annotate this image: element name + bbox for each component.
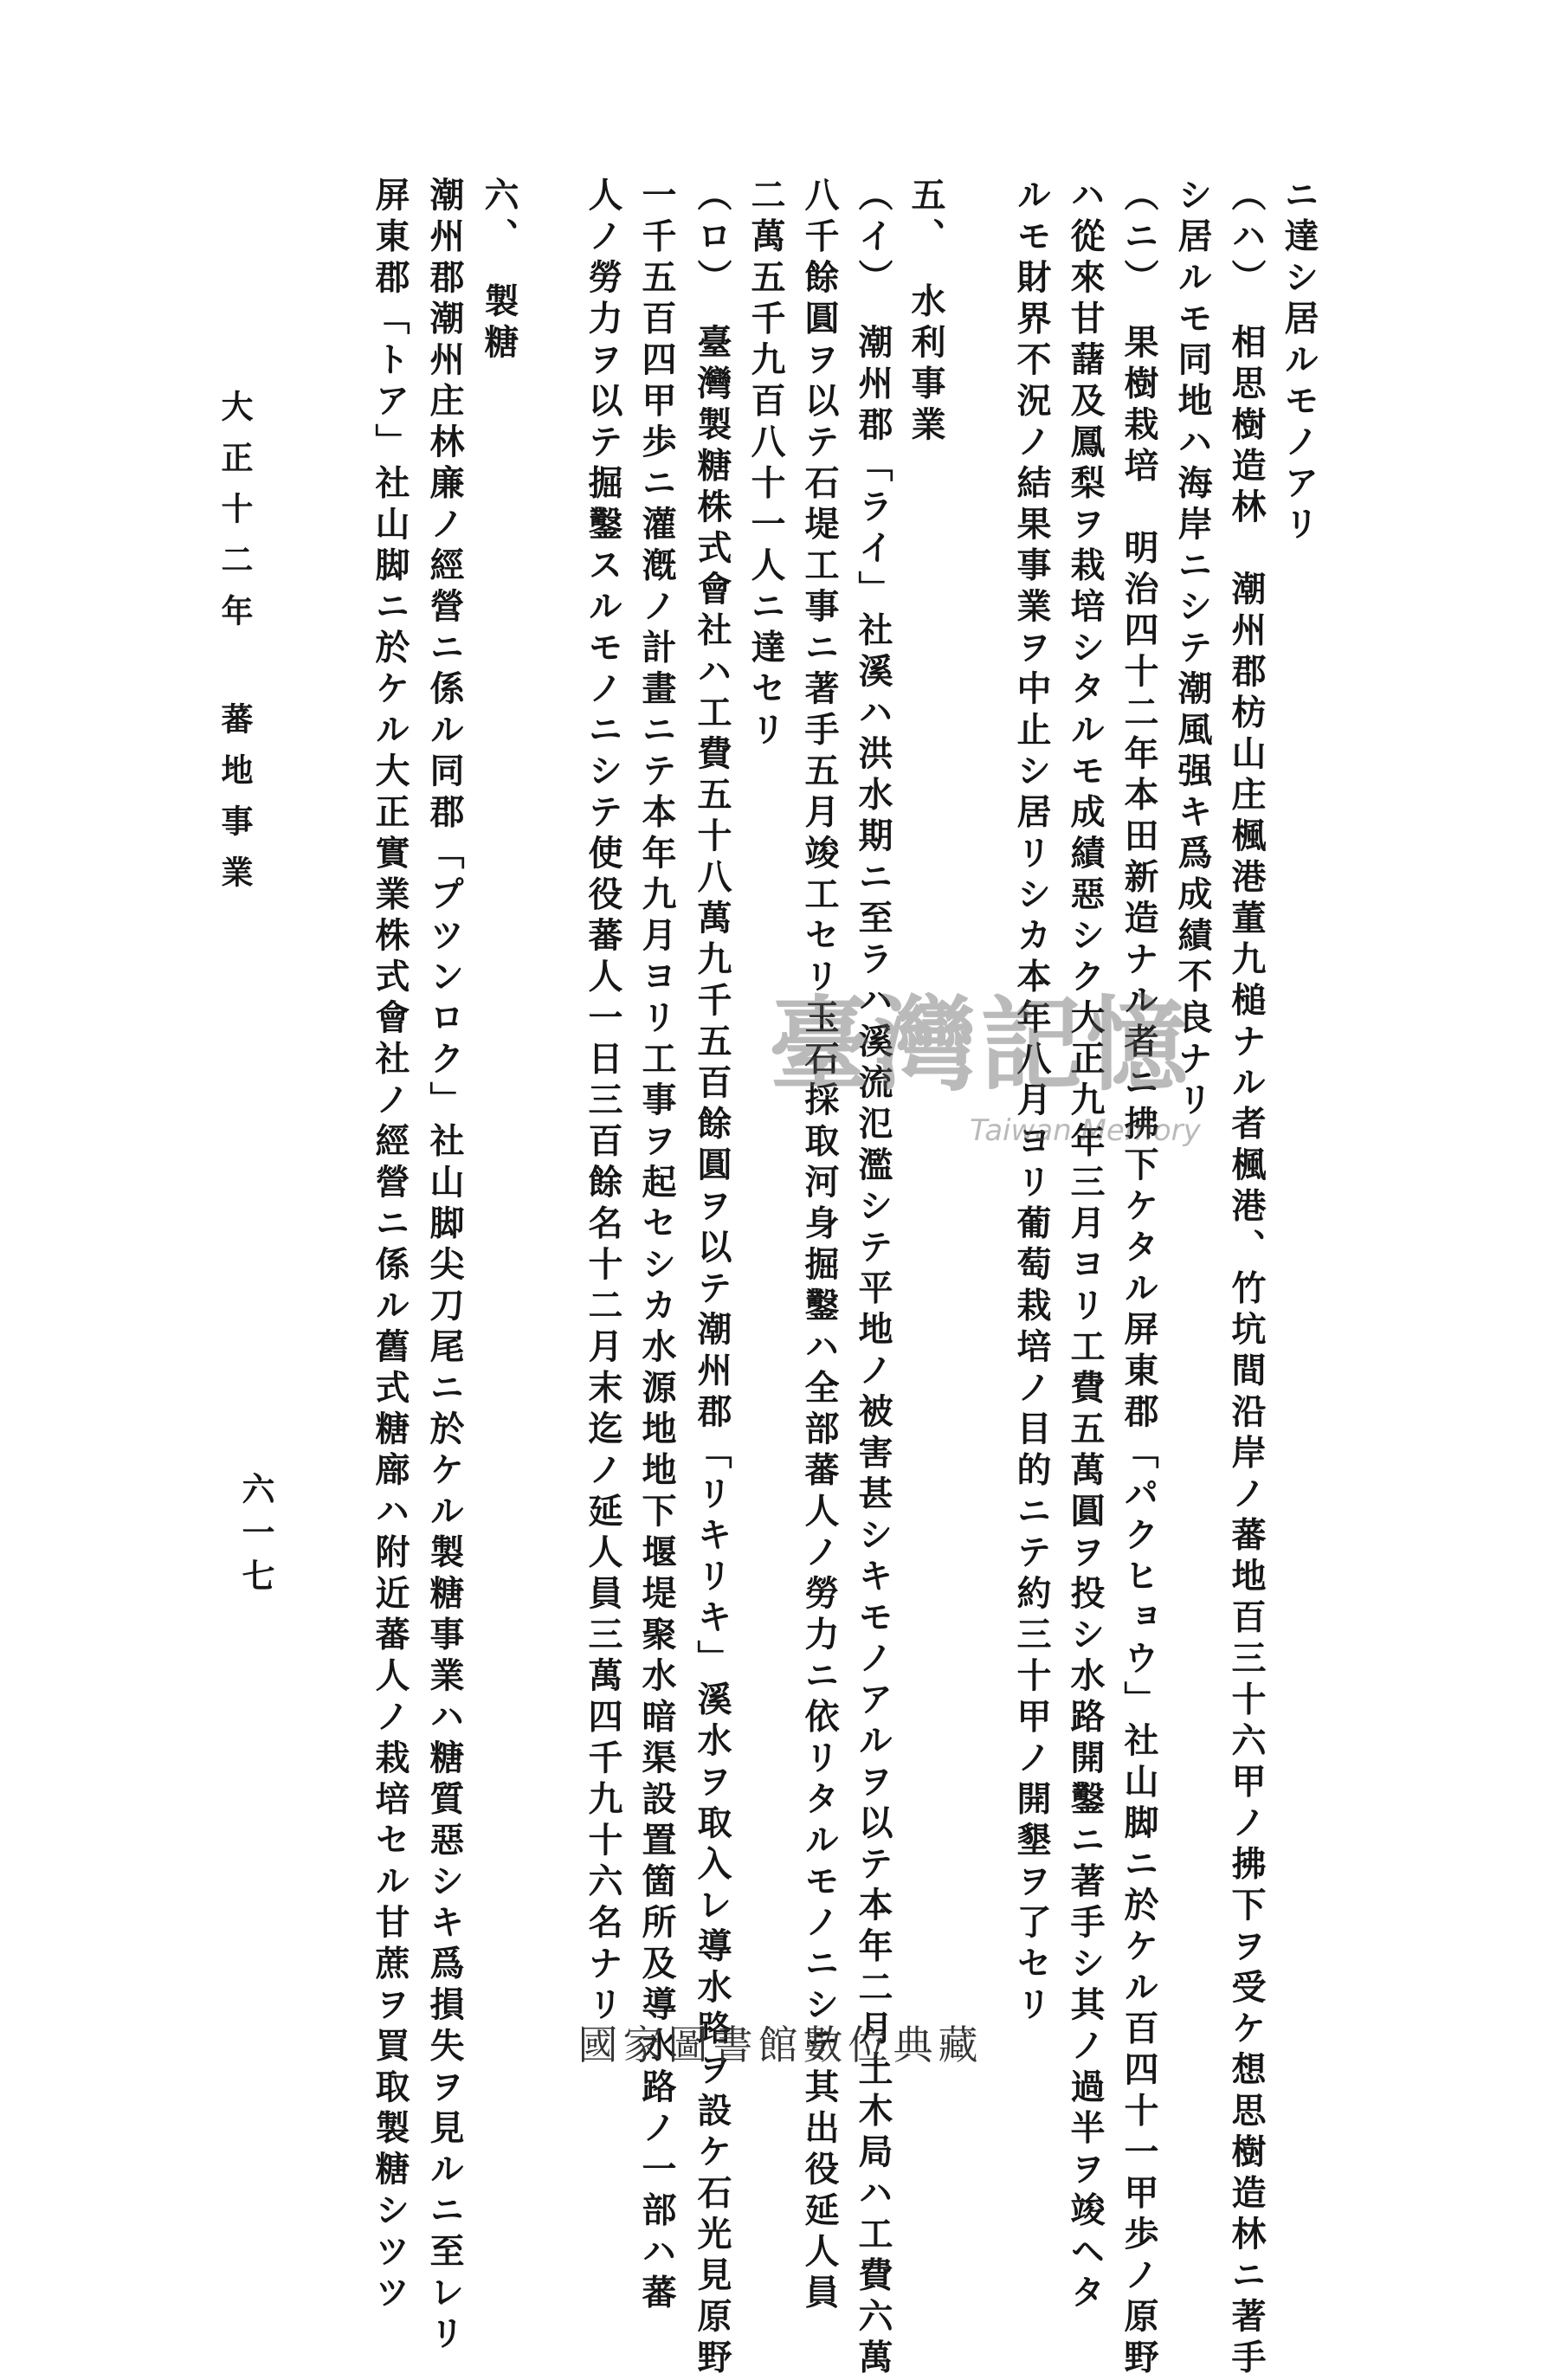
text-column-8: （イ） 潮州郡「ライ」社溪ハ洪水期ニ至ラハ溪流氾濫シテ平地ノ被害甚シキモノアルヲ以テ本年二月土木局ハ工費六萬: [853, 177, 893, 2380]
text-column-5: ハ從來甘藷及鳳梨ヲ栽培シタルモ成績惡シク大正九年三月ヨリ工費五萬圓ヲ投シ水路開鑿ニ著手シ其ノ過半ヲ竣ヘタ: [1065, 177, 1106, 2315]
text-column-14: 六、 製糖: [479, 177, 519, 365]
page-number: 六一七: [236, 1472, 275, 1602]
text-column-9: 八千餘圓ヲ以テ石堤工事ニ著手五月竣工セリ玉石採取河身掘鑿ハ全部蕃人ノ勞力ニ依リタルモノニシテ其出役延人員: [799, 177, 840, 2315]
watermark-subtitle: Taiwan Memory: [970, 1113, 1201, 1148]
text-column-2: （ハ） 相思樹造林 潮州郡枋山庄楓港董九槌ナル者楓港、竹坑間沿岸ノ蕃地百三十六甲ノ拂下ヲ受ケ想思樹造林ニ著手: [1226, 177, 1267, 2380]
text-column-12: 一千五百四甲歩ニ灌漑ノ計畫ニテ本年九月ヨリ工事ヲ起セシカ水源地地下堰堤聚水暗渠設置箇所及導水路ノ一部ハ蕃: [636, 177, 677, 2315]
running-header: 大正十二年 蕃地事業: [216, 390, 254, 906]
text-column-1: ニ達シ居ルモノアリ: [1279, 177, 1319, 547]
watermark: [769, 984, 1202, 1158]
text-column-7: 五、 水利事業: [906, 177, 946, 448]
text-column-13: 人ノ勞力ヲ以テ掘鑿スルモノニシテ使役蕃人一日三百餘名十二月末迄ノ延人員三萬四千九十六名ナリ: [583, 177, 623, 2028]
text-column-11: （ロ） 臺灣製糖株式會社ハ工費五十八萬九千五百餘圓ヲ以テ潮州郡「リキリキ」溪水ヲ取入レ導水路ヲ設ケ石光見原野: [692, 177, 732, 2380]
text-column-4: （ニ） 果樹栽培 明治四十二年本田新造ナル者ニ拂下ケタル屏東郡「パクヒョウ」社山脚ニ於ケル百四十一甲歩ノ原野: [1119, 177, 1159, 2380]
text-column-16: 屏東郡「トア」社山脚ニ於ケル大正實業株式會社ノ經營ニ係ル舊式糖廍ハ附近蕃人ノ栽培セル甘蔗ヲ買取製糖シツツ: [370, 177, 410, 2315]
text-column-10: 二萬五千九百八十一人ニ達セリ: [745, 177, 786, 752]
watermark-title: 臺灣記憶: [769, 984, 1192, 1105]
text-column-6: ルモ財界不況ノ結果事業ヲ中止シ居リシカ本年八月ヨリ葡萄栽培ノ目的ニテ約三十甲ノ開墾ヲ了セリ: [1011, 177, 1052, 2028]
text-column-3: シ居ルモ同地ハ海岸ニシテ潮風强キ爲成績不良ナリ: [1172, 177, 1213, 1123]
text-column-15: 潮州郡潮州庄林廉ノ經營ニ係ル同郡「プツンロク」社山脚尖刀尾ニ於ケル製糖事業ハ糖質惡シキ爲損失ヲ見ルニ至レリ: [424, 177, 465, 2357]
library-footer: 國家圖書館數位典藏: [577, 2022, 984, 2068]
